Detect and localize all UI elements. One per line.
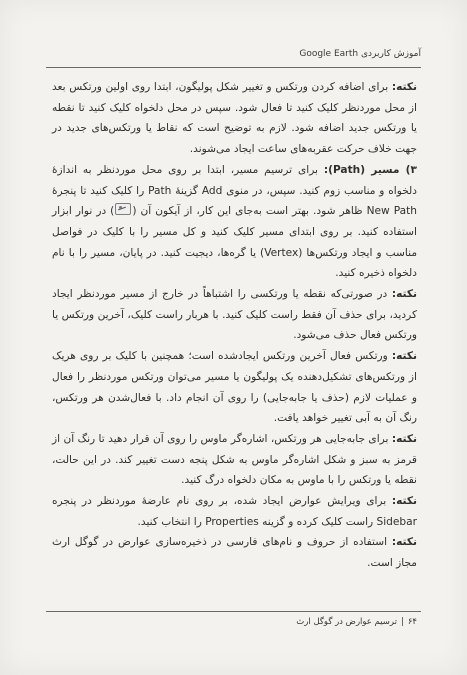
paragraph-lead: نکته: xyxy=(391,495,417,508)
paragraph-note-active-vertex xyxy=(52,346,417,429)
running-header xyxy=(46,49,421,65)
paragraph-text-continued: ) در نوار ابزار استفاده کنید. بر روی ابتدای مسیر کلیک کنید و کل مسیر را با کلیک در فواصل مناسب و ایجاد ورتکس‌ها (Vertex) یا گره‌ها، دیجیت کنید. در پایان، مسیر را با نام دلخواه ذخیره کنید. xyxy=(52,205,417,280)
paragraph-text: برای ویرایش عوارض ایجاد شده، بر روی نام عارضهٔ موردنظر در پنجره Sidebar راست کلیک کرده و گزینه Properties را انتخاب کنید. xyxy=(52,495,417,528)
paragraph-lead: نکته: xyxy=(391,536,417,549)
paragraph-text: استفاده از حروف و نام‌های فارسی در ذخیره‌سازی عوارض در گوگل ارث مجاز است. xyxy=(52,536,417,570)
paragraph-text: برای اضافه کردن ورتکس و تغییر شکل پولیگون، ابتدا روی اولین ورتکس بعد از محل موردنظر کلیک کنید تا فعال شود. سپس در محل دلخواه کلیک کنید تا نقطه یا ورتکس جدید اضافه شود. لازم به توضیح است که نقاط یا ورتکس‌های جدید در جهت خلاف حرکت عقربه‌های ساعت ایجاد می‌شوند. xyxy=(52,81,417,156)
paragraph-text: ورتکس فعال آخرین ورتکس ایجادشده است؛ همچنین با کلیک بر روی هریک از ورتکس‌های تشکیل‌دهنده یک پولیگون یا مسیر می‌توان ورتکس موردنظر را فعال و عملیات لازم (حذف یا جابه‌جایی) را روی آن انجام داد. با فعال‌شدن هر ورتکس، رنگ آن به آبی تغییر خواهد یافت. xyxy=(52,350,417,425)
page-footer xyxy=(296,617,417,627)
body-text xyxy=(52,77,417,574)
section-heading-path: ۳) مسیر (Path): xyxy=(323,163,417,176)
paragraph-text: در صورتی‌که نقطه یا ورتکسی را اشتباهاً در خارج از مسیر موردنظر ایجاد کردید، برای حذف آن فقط راست کلیک کنید. با هربار راست کلیک، آخرین ورتکس یا ورتکس فعال حذف می‌شود. xyxy=(52,288,417,342)
paragraph-lead: نکته: xyxy=(391,432,417,445)
paragraph-note-persian-names xyxy=(52,532,417,573)
paragraph-path-section xyxy=(52,160,417,284)
paragraph-text: برای جابه‌جایی هر ورتکس، اشاره‌گر ماوس را روی آن قرار دهید تا رنگ آن از قرمز به سبز و شکل اشاره‌گر ماوس به شکل پنجه دست تغییر کند. در این حالت، نقطه یا ورتکس را با ماوس به مکان دلخواه درگ کنید. xyxy=(52,432,417,487)
paragraph-lead: نکته: xyxy=(391,81,417,93)
paragraph-note-delete-vertex xyxy=(52,284,417,346)
paragraph-lead: نکته: xyxy=(391,350,417,363)
chapter-title: ترسیم عوارض در گوگل ارث xyxy=(296,617,397,627)
paragraph-note-edit-feature xyxy=(52,491,417,532)
book-title: آموزش کاربردی Google Earth xyxy=(299,49,421,59)
paragraph-text: برای ترسیم مسیر، ابتدا بر روی محل موردنظر به اندازهٔ دلخواه و مناسب زوم کنید. سپس، در منوی Add گزینهٔ Path را کلیک کنید تا پنجرهٔ New Path ظاهر شود. بهتر است به‌جای این کار، از آیکون آن ( xyxy=(52,163,418,218)
footer-separator: | xyxy=(400,617,404,627)
path-tool-icon xyxy=(115,203,131,215)
paragraph-lead: نکته: xyxy=(391,288,417,301)
page-number: ۶۴ xyxy=(407,617,417,627)
paragraph-note-add-vertex xyxy=(52,77,417,160)
header-divider xyxy=(46,67,421,68)
footer-divider xyxy=(46,611,421,612)
paragraph-note-move-vertex xyxy=(52,429,417,491)
